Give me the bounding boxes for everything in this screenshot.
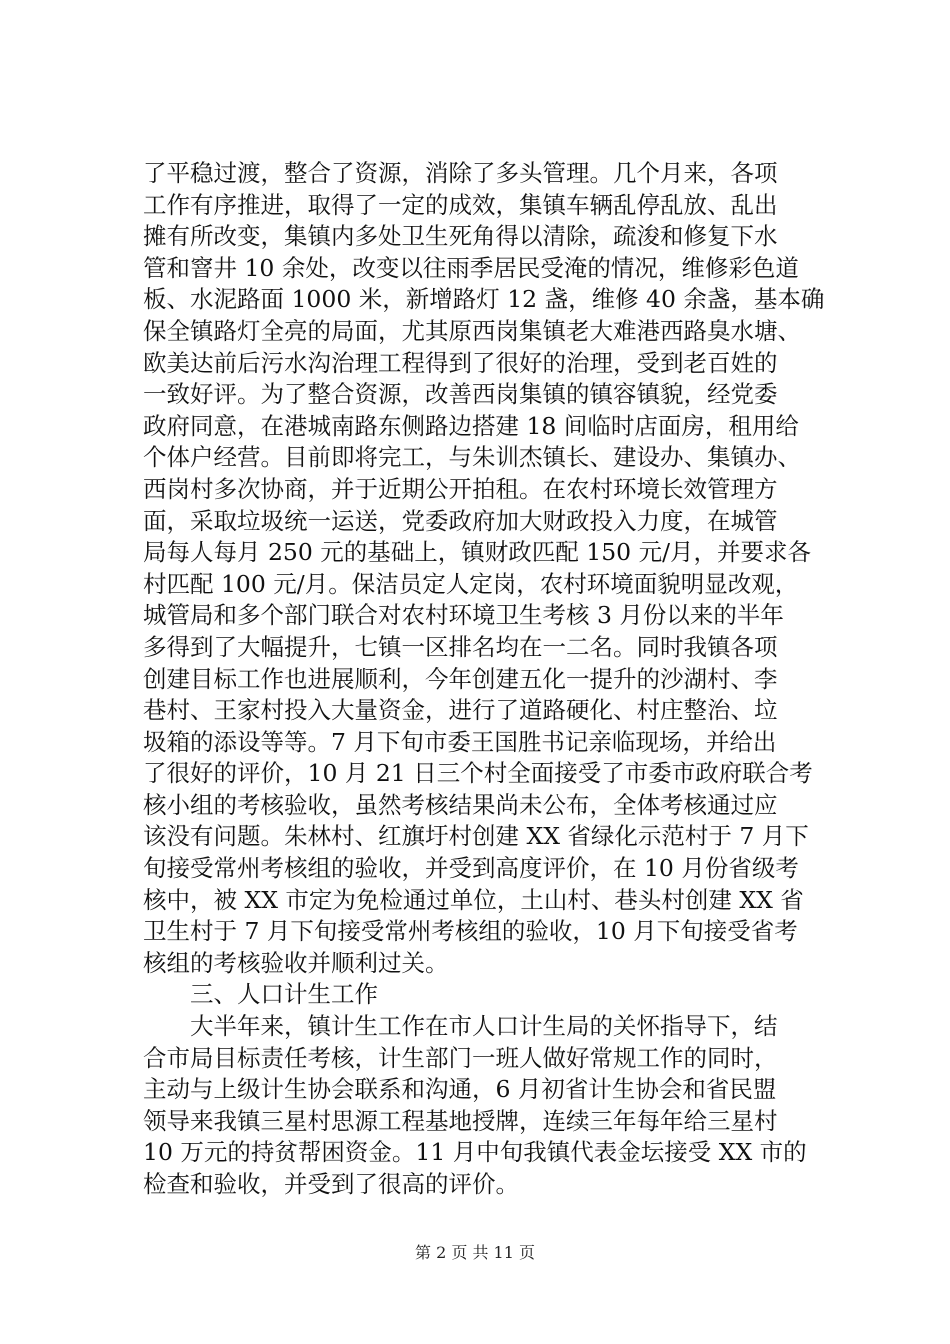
text-line: 领导来我镇三星村思源工程基地授牌，连续三年每年给三星村	[143, 1106, 778, 1135]
text-line: 村匹配 100 元/月。保洁员定人定岗，农村环境面貌明显改观，	[143, 569, 799, 598]
text-line: 面，采取垃圾统一运送，党委政府加大财政投入力度，在城管	[143, 506, 778, 535]
text-line: 合市局目标责任考核，计生部门一班人做好常规工作的同时，	[143, 1043, 778, 1072]
text-line: 管和窨井 10 余处，改变以往雨季居民受淹的情况，维修彩色道	[143, 253, 799, 282]
text-line: 工作有序推进，取得了一定的成效，集镇车辆乱停乱放、乱出	[143, 190, 778, 219]
section-heading: 三、人口计生工作	[143, 980, 378, 1009]
text-line: 保全镇路灯全亮的局面，尤其原西岗集镇老大难港西路臭水塘、	[143, 316, 801, 345]
text-line: 圾箱的添设等等。7 月下旬市委王国胜书记亲临现场，并给出	[143, 727, 777, 756]
text-line: 巷村、王家村投入大量资金，进行了道路硬化、村庄整治、垃	[143, 696, 778, 725]
text-line: 西岗村多次协商，并于近期公开拍租。在农村环境长效管理方	[143, 474, 778, 503]
text-line: 城管局和多个部门联合对农村环境卫生考核 3 月份以来的半年	[143, 601, 784, 630]
text-line: 核中，被 XX 市定为免检通过单位，土山村、巷头村创建 XX 省	[143, 885, 804, 914]
text-line: 10 万元的持贫帮困资金。11 月中旬我镇代表金坛接受 XX 市的	[143, 1138, 807, 1167]
text-line: 板、水泥路面 1000 米，新增路灯 12 盏，维修 40 余盏，基本确	[143, 285, 825, 314]
text-line: 局每人每月 250 元的基础上，镇财政匹配 150 元/月，并要求各	[143, 538, 812, 567]
text-line: 创建目标工作也进展顺利，今年创建五化一提升的沙湖村、李	[143, 664, 778, 693]
text-line: 旬接受常州考核组的验收，并受到高度评价，在 10 月份省级考	[143, 854, 799, 883]
text-line: 了很好的评价，10 月 21 日三个村全面接受了市委市政府联合考	[143, 759, 813, 788]
document-body	[143, 158, 843, 1201]
page-number-footer: 第 2 页 共 11 页	[415, 1243, 535, 1262]
text-line: 大半年来，镇计生工作在市人口计生局的关怀指导下，结	[143, 1012, 778, 1041]
text-line: 卫生村于 7 月下旬接受常州考核组的验收，10 月下旬接受省考	[143, 917, 798, 946]
text-line: 个体户经营。目前即将完工，与朱训杰镇长、建设办、集镇办、	[143, 443, 801, 472]
text-line: 该没有问题。朱林村、红旗圩村创建 XX 省绿化示范村于 7 月下	[143, 822, 809, 851]
text-line: 一致好评。为了整合资源，改善西岗集镇的镇容镇貌，经党委	[143, 380, 778, 409]
text-line: 了平稳过渡，整合了资源，消除了多头管理。几个月来，各项	[143, 159, 778, 187]
text-line: 欧美达前后污水沟治理工程得到了很好的治理，受到老百姓的	[143, 348, 778, 377]
text-line: 政府同意，在港城南路东侧路边搭建 18 间临时店面房，租用给	[143, 411, 799, 440]
text-line: 多得到了大幅提升，七镇一区排名均在一二名。同时我镇各项	[143, 632, 778, 661]
text-line: 检查和验收，并受到了很高的评价。	[143, 1170, 519, 1198]
text-line: 主动与上级计生协会联系和沟通，6 月初省计生协会和省民盟	[143, 1075, 777, 1104]
text-line: 核小组的考核验收，虽然考核结果尚未公布，全体考核通过应	[143, 790, 778, 819]
text-line: 核组的考核验收并顺利过关。	[143, 948, 449, 977]
text-line: 摊有所改变，集镇内多处卫生死角得以清除，疏浚和修复下水	[143, 222, 778, 251]
